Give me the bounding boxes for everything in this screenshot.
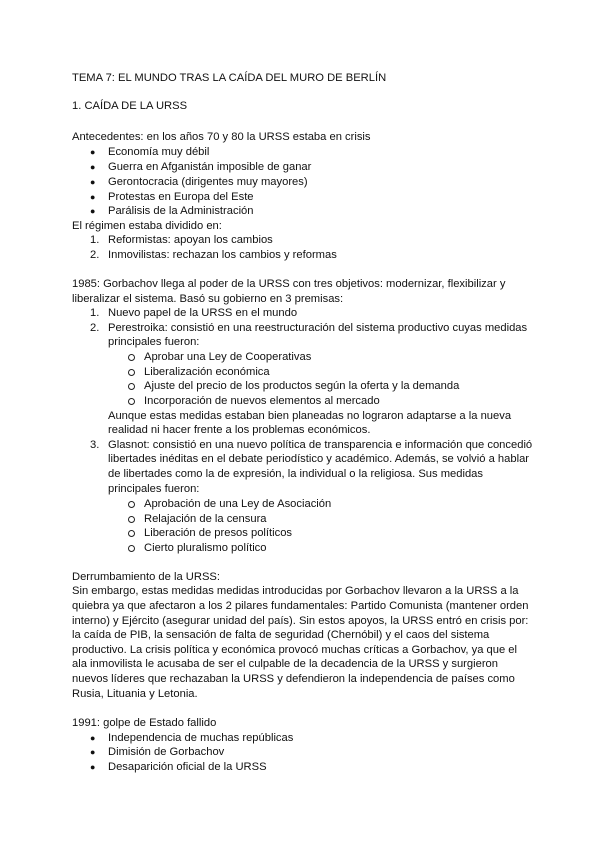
golpe-intro: 1991: golpe de Estado fallido [72,717,217,729]
paragraph-line: Sin embargo, estas medidas medidas introducidas por Gorbachov llevaron a la URSS a la [72,585,519,597]
regimen-intro: El régimen estaba dividido en: [72,220,222,232]
paragraph-line: liberalizar el sistema. Basó su gobierno en 3 premisas: [72,293,344,305]
paragraph-line: ala inmovilista le acusaba de ser el culpable de la decadencia de la URSS y surgieron [72,658,498,670]
bullet-icon: ● [90,147,96,157]
list-item: Economía muy débil [108,146,210,158]
paragraph-line: quiebra ya que afectaron a los 2 pilares fundamentales: Partido Comunista (mantener orden [72,600,529,612]
list-number: 2. [90,249,100,261]
list-item: Reformistas: apoyan los cambios [108,234,273,246]
sub-list-item: Relajación de la censura [144,513,267,525]
circle-bullet-icon [128,369,135,376]
antecedentes-intro: Antecedentes: en los años 70 y 80 la URSS estaba en crisis [72,131,371,143]
sub-list-item: Liberación de presos políticos [144,527,293,539]
circle-bullet-icon [128,398,135,405]
list-number: 1. [90,234,100,246]
list-item: Dimisión de Gorbachov [108,746,225,758]
sub-list-item: Aprobar una Ley de Cooperativas [144,351,312,363]
circle-bullet-icon [128,530,135,537]
section-heading: 1. CAÍDA DE LA URSS [72,100,188,112]
paragraph-line: productivo. La crisis política y económica provocó muchas críticas a Gorbachov, ya que el [72,644,518,656]
subsection-heading: Derrumbamiento de la URSS: [72,571,220,583]
circle-bullet-icon [128,501,135,508]
list-item: libertades inéditas en el debate periodístico y académico. Además, se volvió a hablar [108,453,530,465]
list-item: Parálisis de la Administración [108,205,254,217]
paragraph-line: Rusia, Lituania y Letonia. [72,688,198,700]
sub-list-item: Ajuste del precio de los productos según la oferta y la demanda [144,380,460,392]
list-number: 1. [90,307,100,319]
paragraph-line: interno) y Ejército (asegurar unidad del país). Sin estos apoyos, la URSS entró en crisis por: [72,615,529,627]
list-item: Inmovilistas: rechazan los cambios y reformas [108,249,337,261]
document-title: TEMA 7: EL MUNDO TRAS LA CAÍDA DEL MURO DE BERLÍN [72,72,387,84]
list-item: Guerra en Afganistán imposible de ganar [108,161,312,173]
sub-list-item: Cierto pluralismo político [144,542,267,554]
list-item: principales fueron: [108,483,200,495]
circle-bullet-icon [128,354,135,361]
circle-bullet-icon [128,516,135,523]
circle-bullet-icon [128,383,135,390]
list-item: Gerontocracia (dirigentes muy mayores) [108,176,308,188]
paragraph-line: 1985: Gorbachov llega al poder de la URSS con tres objetivos: modernizar, flexibilizar y [72,278,506,290]
list-item: Protestas en Europa del Este [108,191,254,203]
paragraph-line: realidad ni hacer frente a los problemas económicos. [108,424,371,436]
circle-bullet-icon [128,545,135,552]
sub-list-item: Liberalización económica [144,366,270,378]
list-number: 2. [90,322,100,334]
bullet-icon: ● [90,192,96,202]
bullet-icon: ● [90,747,96,757]
list-item: Perestroika: consistió en una reestructuración del sistema productivo cuyas medidas [108,322,528,334]
list-item: Nuevo papel de la URSS en el mundo [108,307,298,319]
bullet-icon: ● [90,733,96,743]
bullet-icon: ● [90,762,96,772]
list-number: 3. [90,439,100,451]
sub-list-item: Aprobación de una Ley de Asociación [144,498,332,510]
bullet-icon: ● [90,162,96,172]
sub-list-item: Incorporación de nuevos elementos al mercado [144,395,380,407]
bullet-icon: ● [90,206,96,216]
list-item: de libertades como la de expresión, la individual o la religiosa. Sus medidas [108,468,483,480]
list-item: Glasnot: consistió en una nuevo política de transparencia e información que concedió [108,439,533,451]
paragraph-line: la caída de PIB, la sensación de falta de seguridad (Chernóbil) y el caos del sistema [72,629,490,641]
paragraph-line: Aunque estas medidas estaban bien planeadas no lograron adaptarse a la nueva [108,410,512,422]
list-item: Desaparición oficial de la URSS [108,761,267,773]
paragraph-line: nuevos líderes que rechazaban la URSS y defendieron la independencia de países como [72,673,515,685]
bullet-icon: ● [90,177,96,187]
list-item: Independencia de muchas repúblicas [108,732,294,744]
list-item: principales fueron: [108,336,200,348]
